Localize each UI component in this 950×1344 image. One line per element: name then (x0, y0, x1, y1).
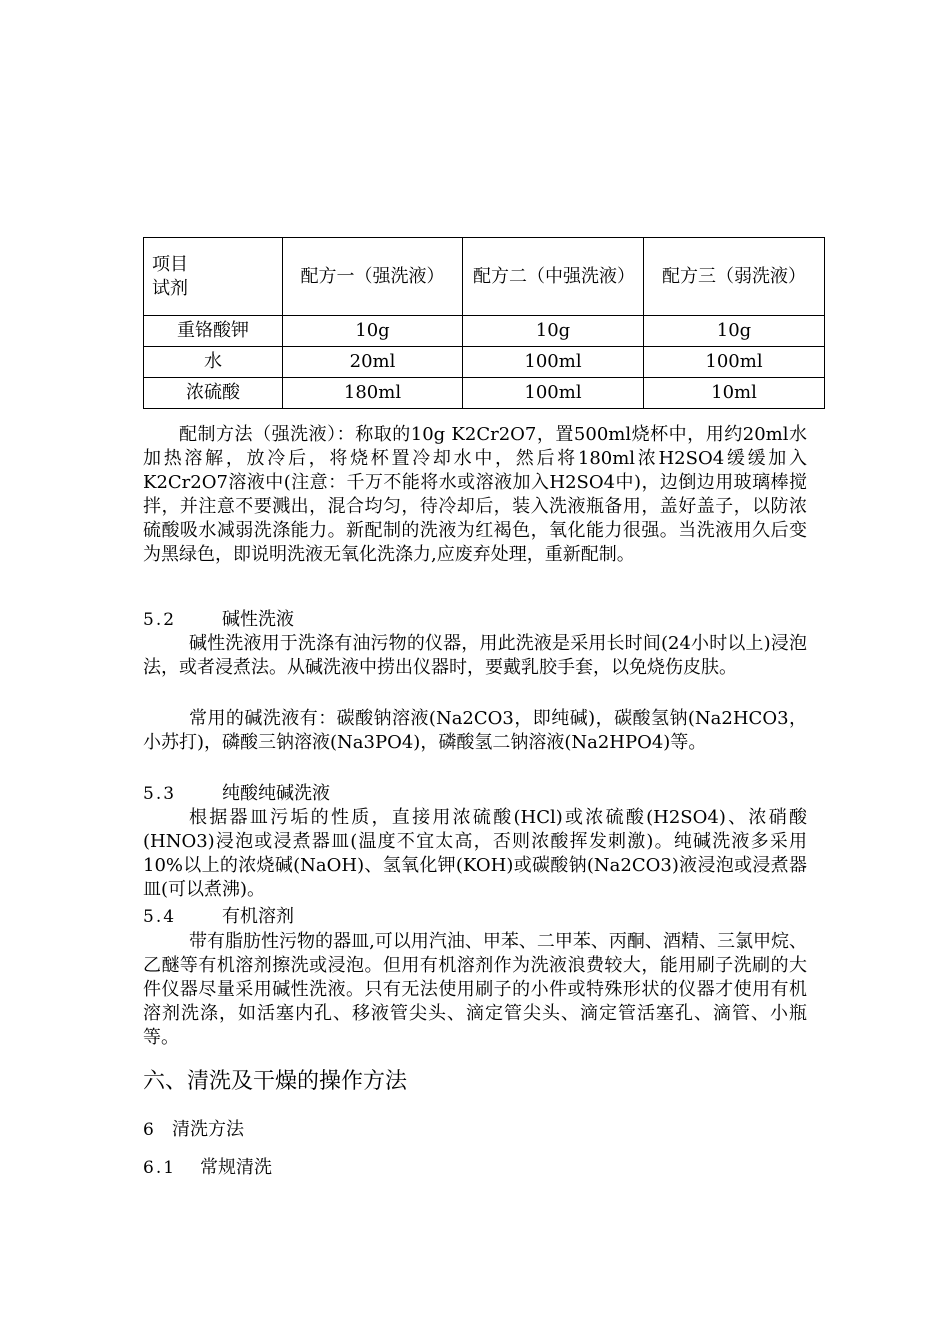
reagent-amount: 180ml (283, 378, 463, 409)
table-row (144, 378, 825, 409)
reagent-amount: 10g (463, 316, 644, 347)
header-formula-1: 配方一（强洗液） (283, 238, 463, 316)
section-title: 有机溶剂 (222, 906, 294, 927)
section-number: 5.2 (143, 610, 177, 630)
section-paragraph: 根据器皿污垢的性质，直接用浓硫酸(HCl)或浓硫酸(H2SO4)、浓硝酸(HNO3)浸泡或浸煮器皿(温度不宜太高，否则浓酸挥发刺激)。纯碱洗液多采用10%以上的浓烧碱(NaOH)、氢氧化钾(KOH)或碳酸钠(Na2CO3)液浸泡或浸煮器皿(可以煮沸)。 (143, 807, 807, 900)
table-corner-cell (144, 238, 283, 316)
section-title: 纯酸纯碱洗液 (222, 783, 330, 804)
table-header-row (144, 238, 825, 316)
section-number: 5.4 (143, 907, 177, 927)
reagent-amount: 100ml (644, 347, 825, 378)
table-row (144, 316, 825, 347)
section-number: 6 (143, 1120, 156, 1140)
reagent-name: 浓硫酸 (144, 378, 283, 409)
section-number: 5.3 (143, 784, 177, 804)
corner-label-reagent: 试剂 (152, 277, 188, 299)
chapter-heading: 六、清洗及干燥的操作方法 (143, 1069, 408, 1094)
reagent-amount: 10g (283, 316, 463, 347)
header-formula-3: 配方三（弱洗液） (644, 238, 825, 316)
header-formula-2: 配方二（中强洗液） (463, 238, 644, 316)
section-paragraph: 带有脂肪性污物的器皿,可以用汽油、甲苯、二甲苯、丙酮、酒精、三氯甲烷、乙醚等有机溶剂擦洗或浸泡。但用有机溶剂作为洗液浪费较大，能用刷子洗刷的大件仪器尽量采用碱性洗液。只有无法使用刷子的小件或特殊形状的仪器才使用有机溶剂洗涤，如活塞内孔、移液管尖头、滴定管尖头、滴定管活塞孔、滴管、小瓶等。 (143, 931, 807, 1048)
section-paragraph: 碱性洗液用于洗涤有油污物的仪器，用此洗液是采用长时间(24小时以上)浸泡法，或者浸煮法。从碱洗液中捞出仪器时，要戴乳胶手套，以免烧伤皮肤。 (143, 633, 807, 678)
table-row (144, 347, 825, 378)
corner-label-item: 项目 (152, 253, 188, 275)
reagent-amount: 100ml (463, 378, 644, 409)
reagent-amount: 20ml (283, 347, 463, 378)
section-title: 清洗方法 (172, 1119, 244, 1140)
section-paragraph: 常用的碱洗液有：碳酸钠溶液(Na2CO3，即纯碱)，碳酸氢钠(Na2HCO3，小苏打)，磷酸三钠溶液(Na3PO4)，磷酸氢二钠溶液(Na2HPO4)等。 (143, 708, 807, 753)
preparation-paragraph: 配制方法（强洗液）：称取的10g K2Cr2O7，置500ml烧杯中，用约20ml水加热溶解，放冷后，将烧杯置冷却水中，然后将180ml浓H2SO4缓缓加入K2Cr2O7溶液中(注意：千万不能将水或溶液加入H2SO4中)，边倒边用玻璃棒搅拌，并注意不要溅出，混合均匀，待冷却后，装入洗液瓶备用，盖好盖子，以防浓硫酸吸水减弱洗涤能力。新配制的洗液为红褐色，氧化能力很强。当洗液用久后变为黑绿色，即说明洗液无氧化洗涤力,应废弃处理，重新配制。 (143, 424, 807, 565)
cleaning-solution-table (143, 237, 825, 409)
section-number: 6.1 (143, 1158, 177, 1178)
reagent-amount: 10ml (644, 378, 825, 409)
section-title: 碱性洗液 (222, 609, 294, 630)
reagent-amount: 100ml (463, 347, 644, 378)
reagent-name: 水 (144, 347, 283, 378)
reagent-amount: 10g (644, 316, 825, 347)
section-title: 常规清洗 (200, 1157, 272, 1178)
reagent-name: 重铬酸钾 (144, 316, 283, 347)
